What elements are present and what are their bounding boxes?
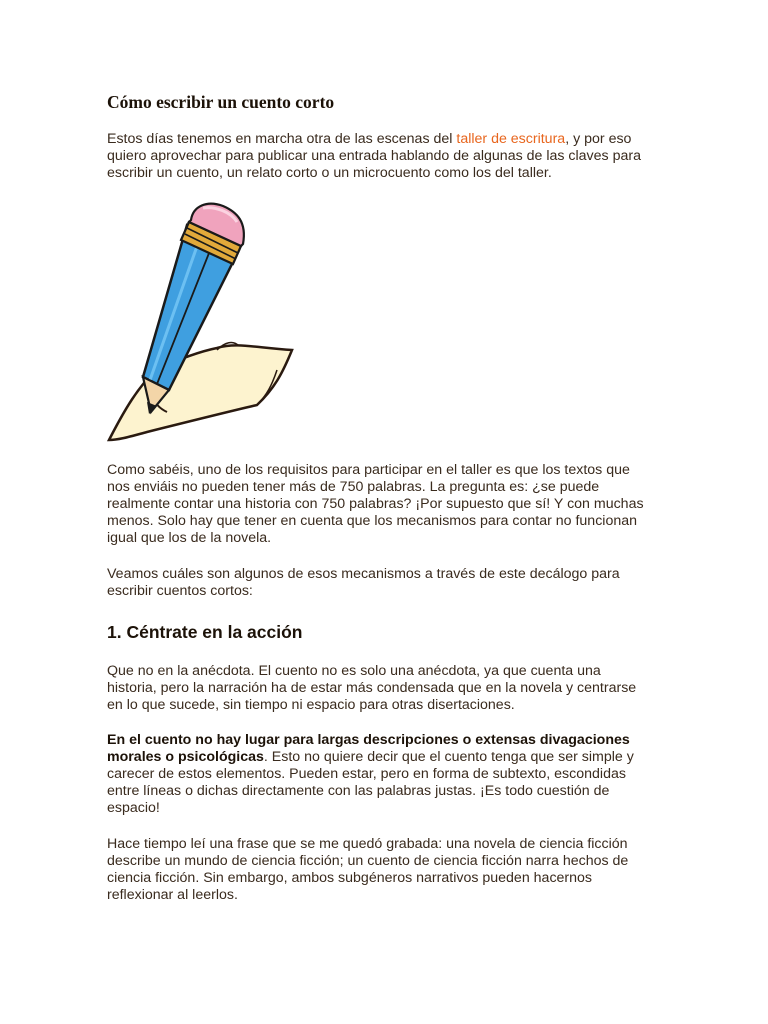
taller-de-escritura-link[interactable]: taller de escritura bbox=[456, 131, 566, 147]
requirements-paragraph: Como sabéis, uno de los requisitos para participar en el taller es que los textos que nos enviáis no pueden tener más de 750 palabras. La pregunta es: ¿se puede realmente contar una historia con 750 palabras? ¡Por supuesto que sí! Y con muchas menos. Solo hay que tener en cuenta que los mecanismos para contar no funcionan igual que los de la novela. bbox=[107, 462, 644, 546]
paper-sheet bbox=[109, 345, 292, 440]
descriptions-text: . Esto no quiere decir que el cuento tenga que ser simple y carecer de estos elementos. Pueden estar, pero en forma de subtexto, escondidas entre líneas o dichas directamente con las palabras justas. ¡Es todo cuestión de espacio! bbox=[107, 749, 634, 816]
intro-paragraph bbox=[107, 131, 652, 182]
article-title: Cómo escribir un cuento corto bbox=[107, 92, 335, 112]
descriptions-bold-lead: En el cuento no hay lugar para largas descripciones o extensas divagaciones morales o psicológicas bbox=[107, 732, 630, 765]
anecdote-paragraph: Que no en la anécdota. El cuento no es solo una anécdota, ya que cuenta una historia, pero la narración ha de estar más condensada que en la novela y centrarse en lo que sucede, sin tiempo ni espacio para otras disertaciones. bbox=[107, 663, 637, 713]
descriptions-paragraph bbox=[107, 732, 652, 817]
decalogue-paragraph: Veamos cuáles son algunos de esos mecanismos a través de este decálogo para escribir cuentos cortos: bbox=[107, 566, 620, 599]
intro-text-start: Estos días tenemos en marcha otra de las escenas del bbox=[107, 131, 457, 147]
intro-text-end: , y por eso quiero aprovechar para publicar una entrada hablando de algunas de las claves para escribir un cuento, un relato corto o un microcuento como los del taller. bbox=[107, 131, 641, 181]
scifi-paragraph: Hace tiempo leí una frase que se me quedó grabada: una novela de ciencia ficción describe un mundo de ciencia ficción; un cuento de ciencia ficción narra hechos de ciencia ficción. Sin embargo, ambos subgéneros narrativos pueden hacernos reflexionar al leerlos. bbox=[107, 836, 629, 903]
pencil-writing-on-paper-icon bbox=[107, 200, 297, 445]
section-1-heading: 1. Céntrate en la acción bbox=[107, 622, 303, 642]
